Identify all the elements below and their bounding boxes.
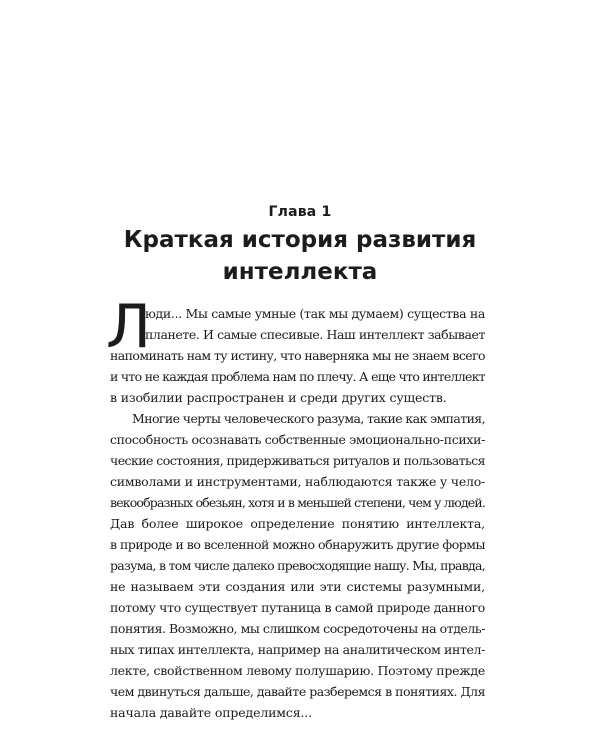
text-line: векообразных обезьян, хотя и в меньшей степени, чем у людей. <box>110 495 485 510</box>
text-line: в изобилии распространен и среди других существ. <box>110 390 447 405</box>
text-line: и что не каждая проблема нам по плечу. А еще что интеллект <box>110 369 485 384</box>
drop-cap: Л <box>106 292 152 362</box>
chapter-title-line-2: интеллекта <box>222 259 378 285</box>
text-line: планете. И самые спесивые. Наш интеллект забывает <box>145 327 485 342</box>
text-line: начала давайте определимся... <box>110 705 312 720</box>
chapter-title-line-1: Краткая история развития <box>123 227 477 253</box>
text-line: в природе и во вселенной можно обнаружить другие формы <box>110 537 485 552</box>
text-line: ных типах интеллекта, например на аналитическом интел- <box>110 642 485 657</box>
chapter-label: Глава 1 <box>268 204 332 220</box>
text-line: ческие состояния, придерживаться ритуалов и пользоваться <box>110 453 485 468</box>
text-line: напоминать нам ту истину, что наверняка мы не знаем всего <box>110 348 485 363</box>
text-line: чем двинуться дальше, давайте разберемся в понятиях. Для <box>110 684 485 699</box>
text-line: Дав более широкое определение понятию интеллекта, <box>110 516 485 531</box>
text-line: понятия. Возможно, мы слишком сосредоточены на отдель- <box>110 621 485 636</box>
text-line: символами и инструментами, наблюдаются также у чело- <box>110 474 485 489</box>
text-line: способность осознавать собственные эмоционально-психи- <box>110 432 485 447</box>
text-line: Многие черты человеческого разума, такие как эмпатия, <box>132 411 485 426</box>
text-line: юди... Мы самые умные (так мы думаем) существа на <box>145 306 485 321</box>
text-line: не называем эти создания или эти системы разумными, <box>110 579 485 594</box>
chapter-title <box>0 224 600 288</box>
text-line: разума, в том числе далеко превосходящие нашу. Мы, правда, <box>110 558 485 573</box>
text-line: потому что существует путаница в самой природе данного <box>110 600 485 615</box>
text-line: лекте, свойственном левому полушарию. Поэтому прежде <box>110 663 485 678</box>
